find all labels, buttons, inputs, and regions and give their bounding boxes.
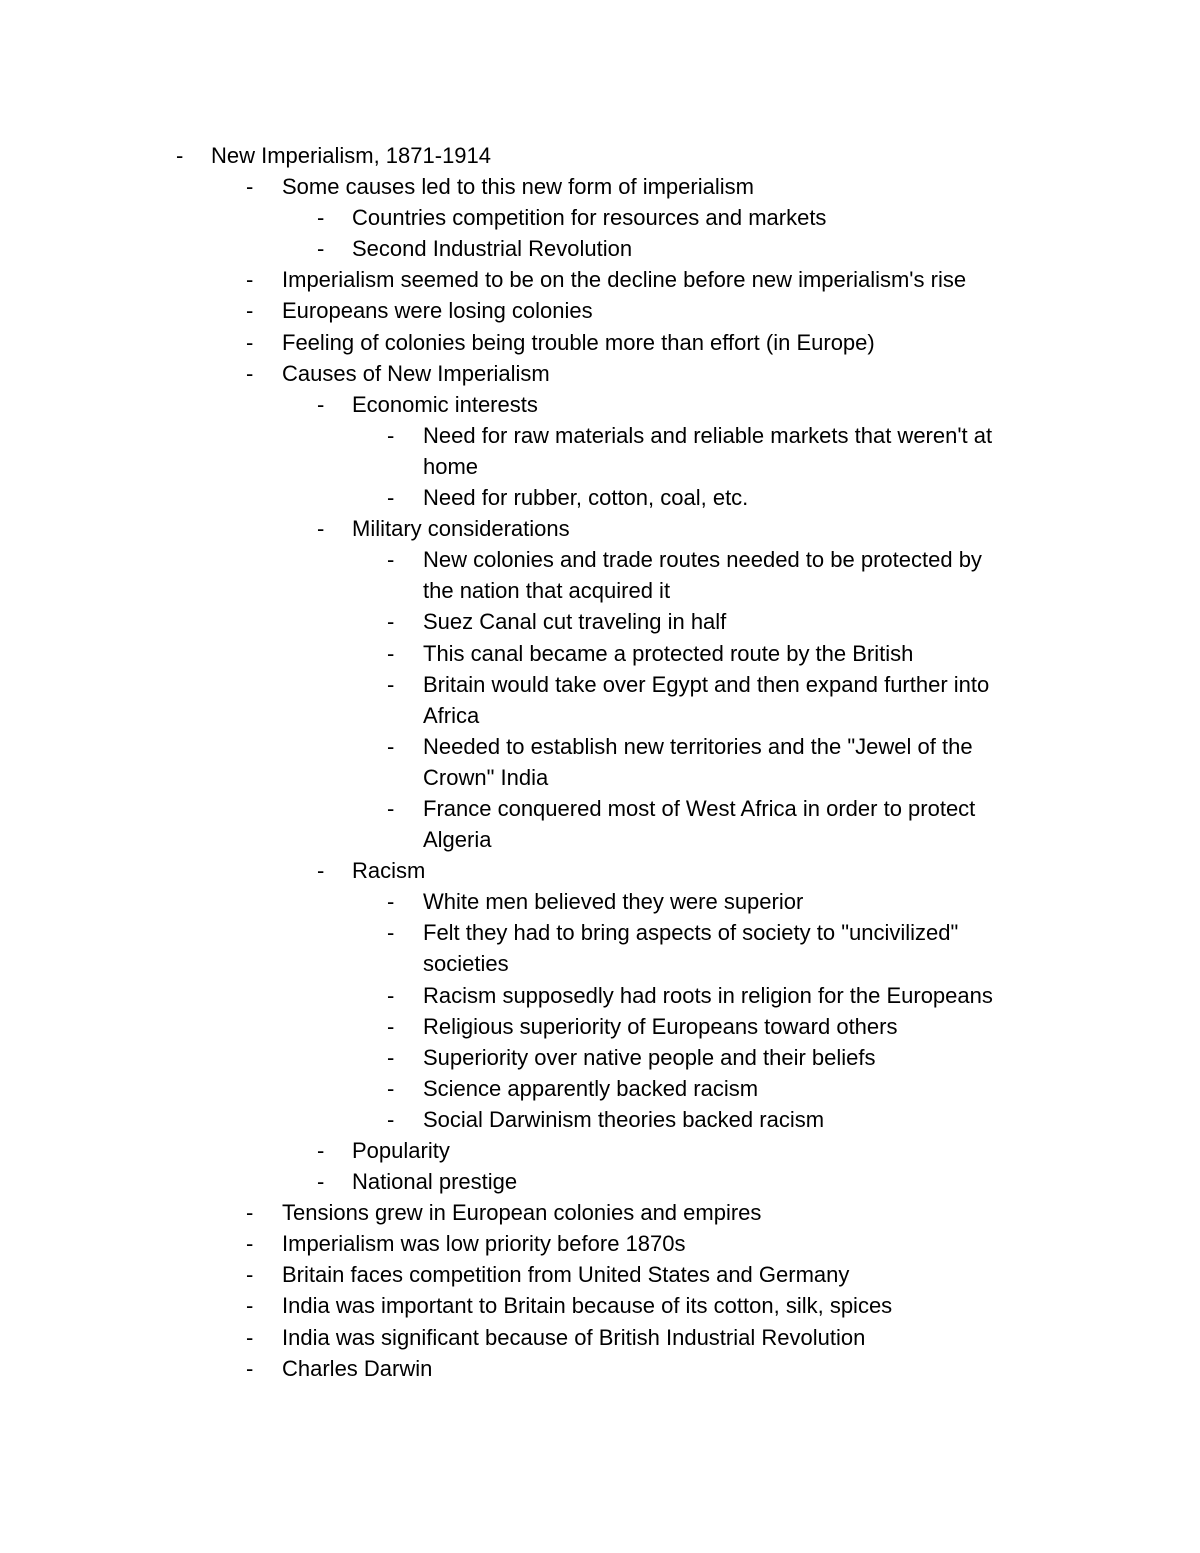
list-item: [0, 140, 1200, 171]
list-item-text: Needed to establish new territories and the "Jewel of the: [423, 733, 973, 759]
list-item: [0, 233, 1200, 264]
list-item: [0, 1104, 1200, 1135]
list-item: [0, 264, 1200, 295]
bullet-dash: -: [387, 1075, 395, 1101]
list-item: [0, 1135, 1200, 1166]
list-item-text: Britain faces competition from United States and Germany: [282, 1262, 850, 1288]
bullet-dash: -: [387, 671, 395, 697]
list-item: [0, 1353, 1200, 1384]
bullet-dash: -: [387, 795, 395, 821]
bullet-dash: -: [246, 1324, 254, 1350]
list-item: [0, 731, 1200, 762]
list-item-text: Second Industrial Revolution: [352, 236, 633, 262]
list-item-text: Europeans were losing colonies: [282, 298, 593, 324]
bullet-dash: -: [246, 298, 254, 324]
list-item: [0, 482, 1200, 513]
list-item: [0, 917, 1200, 948]
list-item-text: Felt they had to bring aspects of society to "uncivilized": [423, 920, 959, 946]
bullet-dash: -: [317, 1138, 325, 1163]
bullet-dash: -: [246, 329, 254, 355]
list-item-text: Suez Canal cut traveling in half: [423, 609, 727, 635]
list-item-text: Economic interests: [352, 391, 538, 417]
bullet-dash: -: [387, 485, 395, 511]
list-item: [0, 544, 1200, 575]
list-item: [0, 327, 1200, 358]
list-item-continuation: [0, 948, 1200, 979]
list-item-text: Imperialism was low priority before 1870s: [282, 1231, 686, 1257]
list-item: [0, 669, 1200, 700]
bullet-dash: -: [317, 1169, 325, 1195]
list-item: [0, 1166, 1200, 1197]
bullet-dash: -: [387, 422, 395, 448]
list-item: [0, 1259, 1200, 1290]
list-item-text: Charles Darwin: [282, 1355, 433, 1381]
bullet-dash: -: [317, 391, 325, 417]
bullet-dash: -: [176, 143, 184, 168]
bullet-dash: -: [317, 858, 325, 884]
list-item-text: India was significant because of British Industrial Revolution: [282, 1324, 866, 1350]
list-item: [0, 420, 1200, 451]
list-item: [0, 202, 1200, 233]
list-item: [0, 793, 1200, 824]
list-item-text: societies: [423, 951, 509, 977]
list-item: [0, 1322, 1200, 1353]
list-item-text: National prestige: [352, 1169, 518, 1195]
bullet-dash: -: [387, 982, 395, 1008]
bullet-dash: -: [387, 1013, 395, 1039]
bullet-dash: -: [387, 640, 395, 666]
bullet-dash: -: [246, 1200, 254, 1226]
bullet-dash: -: [246, 1355, 254, 1381]
bullet-dash: -: [246, 1293, 254, 1319]
list-item-text: Need for rubber, cotton, coal, etc.: [423, 485, 749, 511]
list-item-continuation: [0, 700, 1200, 731]
list-item-text: Crown" India: [423, 764, 549, 790]
list-item-text: Countries competition for resources and markets: [352, 205, 827, 231]
list-item-text: India was important to Britain because of its cotton, silk, spices: [282, 1293, 893, 1319]
list-item: [0, 638, 1200, 669]
bullet-dash: -: [387, 1106, 395, 1132]
list-item: [0, 358, 1200, 389]
list-item-text: Social Darwinism theories backed racism: [423, 1106, 825, 1132]
list-item-text: home: [423, 453, 479, 479]
list-item-text: Causes of New Imperialism: [282, 360, 550, 386]
list-item: [0, 513, 1200, 544]
list-item-text: Science apparently backed racism: [423, 1075, 759, 1101]
bullet-dash: -: [246, 267, 254, 293]
bullet-dash: -: [387, 547, 395, 573]
list-item-text: Imperialism seemed to be on the decline before new imperialism's rise: [282, 267, 967, 293]
list-item-continuation: [0, 762, 1200, 793]
list-item-text: Feeling of colonies being trouble more than effort (in Europe): [282, 329, 875, 355]
list-item-text: White men believed they were superior: [423, 889, 804, 915]
list-item: [0, 295, 1200, 326]
list-item-text: Racism: [352, 858, 426, 884]
list-item-text: Algeria: [423, 827, 492, 853]
bullet-dash: -: [246, 1231, 254, 1257]
list-item-text: This canal became a protected route by the British: [423, 640, 914, 666]
list-item-text: Tensions grew in European colonies and empires: [282, 1200, 762, 1226]
list-item: [0, 1011, 1200, 1042]
bullet-dash: -: [317, 205, 325, 231]
list-item: [0, 980, 1200, 1011]
bullet-dash: -: [246, 360, 254, 386]
bullet-dash: -: [246, 1262, 254, 1288]
list-item-text: Racism supposedly had roots in religion for the Europeans: [423, 982, 993, 1008]
list-item-text: Need for raw materials and reliable markets that weren't at: [423, 422, 993, 448]
list-item-continuation: [0, 575, 1200, 606]
list-item-text: Religious superiority of Europeans toward others: [423, 1013, 898, 1039]
list-item-text: France conquered most of West Africa in order to protect: [423, 795, 976, 821]
list-item: [0, 389, 1200, 420]
list-item-text: New colonies and trade routes needed to be protected by: [423, 547, 982, 573]
list-item: [0, 1290, 1200, 1321]
list-item-text: Military considerations: [352, 516, 570, 542]
bullet-dash: -: [387, 1044, 395, 1070]
bullet-dash: -: [317, 236, 325, 262]
list-item: [0, 855, 1200, 886]
list-item: [0, 886, 1200, 917]
bullet-dash: -: [387, 609, 395, 635]
bullet-dash: -: [387, 920, 395, 946]
list-item: [0, 606, 1200, 637]
list-item: [0, 1042, 1200, 1073]
list-item-text: Some causes led to this new form of imperialism: [282, 174, 754, 200]
list-item-text: Superiority over native people and their beliefs: [423, 1044, 876, 1070]
bulleted-notes: [0, 140, 1200, 1384]
list-item-text: Africa: [423, 702, 480, 728]
list-item: [0, 171, 1200, 202]
bullet-dash: -: [387, 733, 395, 759]
list-item-continuation: [0, 451, 1200, 482]
list-item-text: New Imperialism, 1871-1914: [211, 143, 492, 168]
bullet-dash: -: [317, 516, 325, 542]
list-item-text: Popularity: [352, 1138, 450, 1163]
list-item-continuation: [0, 824, 1200, 855]
list-item: [0, 1197, 1200, 1228]
bullet-dash: -: [387, 889, 395, 915]
list-item-text: Britain would take over Egypt and then expand further into: [423, 671, 990, 697]
list-item-text: the nation that acquired it: [423, 578, 671, 604]
bullet-dash: -: [246, 174, 254, 200]
list-item: [0, 1073, 1200, 1104]
list-item: [0, 1228, 1200, 1259]
